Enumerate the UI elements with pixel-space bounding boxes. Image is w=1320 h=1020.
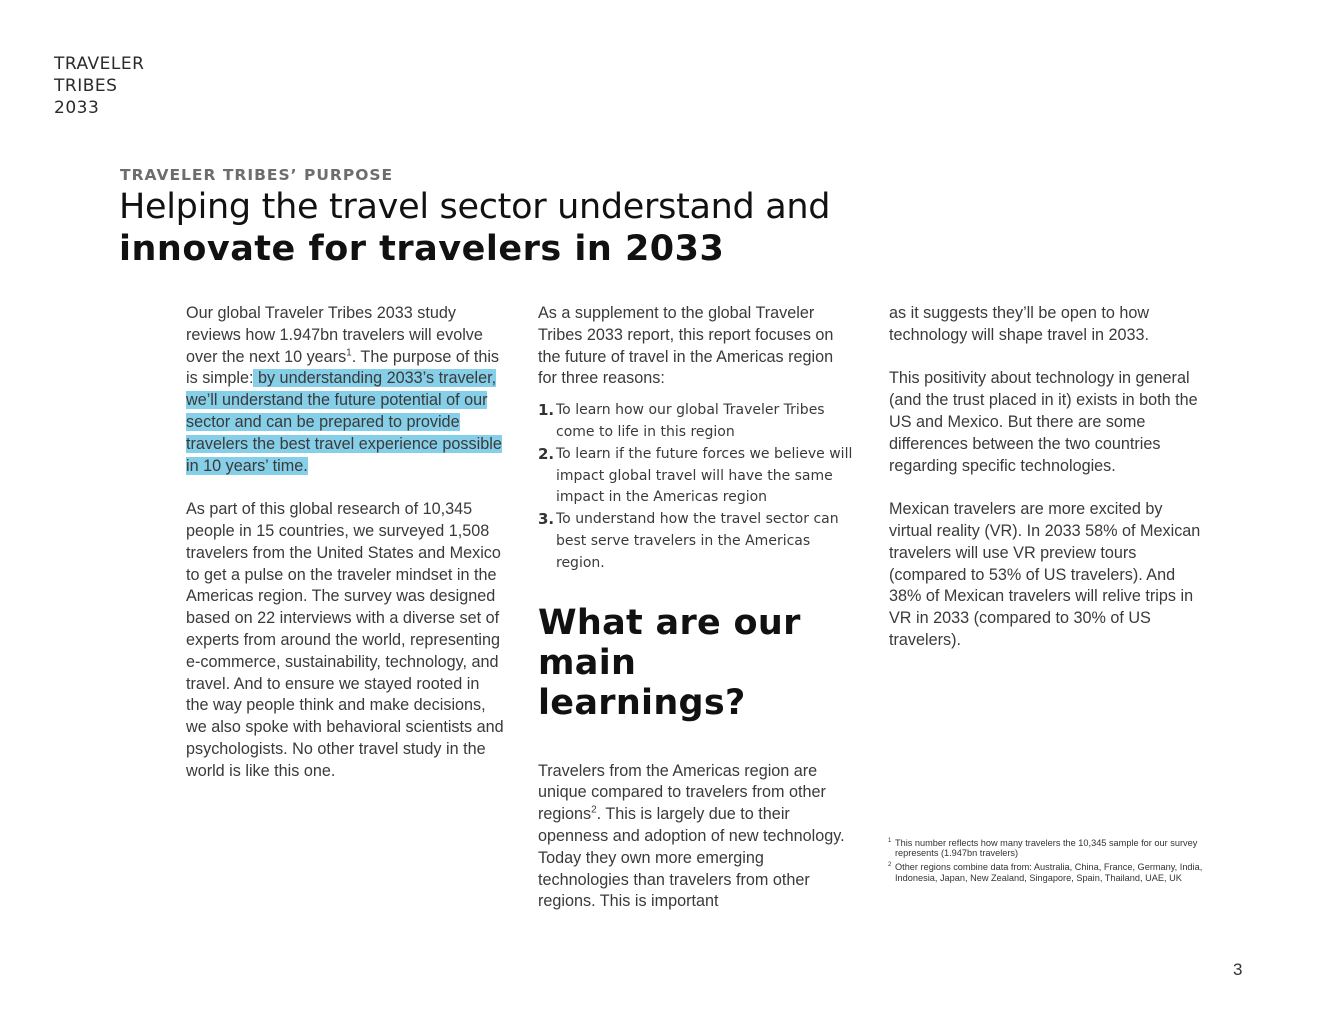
list-item [538,444,856,509]
brand-line: 2033 [54,98,100,118]
footnote [888,862,1208,882]
list-number: 3. [538,510,555,529]
footnote-mark: 2 [888,862,892,869]
list-text: To learn how our global Traveler Tribes come to life in this region [556,402,825,440]
paragraph-vr: Mexican travelers are more excited by virtual reality (VR). In 2033 58% of Mexican travelers will use VR preview tours (compared to 53% of US travelers). And 38% of Mexican travelers will relive trips in VR in 2033 (compared to 30% of US travelers). [889,500,1201,649]
section-eyebrow: TRAVELER TRIBES’ PURPOSE [120,166,394,184]
paragraph-learnings [538,761,856,914]
paragraph-purpose [186,303,506,477]
column-2 [538,303,856,935]
list-item [538,400,856,444]
section-subhead: What are our main learnings? [538,602,801,723]
footnote-ref: 2 [591,804,597,816]
footnotes [888,838,1208,887]
paragraph-positivity: This positivity about technology in general (and the trust placed in it) exists in both the US and Mexico. But there are some differences between the two countries regarding specific technologies. [889,369,1198,475]
paragraph-intro: As a supplement to the global Traveler Tribes 2033 report, this report focuses on the future of travel in the Americas region for three reasons: [538,304,834,388]
list-text: To learn if the future forces we believe will impact global travel will have the same impact in the Americas region [556,445,853,506]
page-title-light: Helping the travel sector understand and [119,187,831,227]
brand-line: TRIBES [54,76,118,96]
list-number: 2. [538,444,555,463]
footnote-text: Other regions combine data from: Australia, China, France, Germany, India, Indonesia, Japan, New Zealand, Singapore, Spain, Thailand, UAE, UK [895,862,1203,883]
page-title [119,186,1219,270]
paragraph-research: As part of this global research of 10,345 people in 15 countries, we surveyed 1,508 travelers from the United States and Mexico to get a pulse on the traveler mindset in the Americas region. The survey was designed based on 22 interviews with a diverse set of experts from around the world, representing e-commerce, sustainability, technology, and travel. And to ensure we stayed rooted in the way people think and make decisions, we also spoke with behavioral scientists and psychologists. No other travel study in the world is like this one. [186,500,504,780]
reasons-list [538,400,856,574]
highlighted-text[interactable]: by understanding 2033’s traveler, we’ll understand the future potential of our sector and can be prepared to provide travelers the best travel experience possible in 10 years’ time. [186,369,502,475]
text-span: Our global Traveler Tribes 2033 study reviews how 1.947bn travelers will evolve over the next 10 years [186,304,483,366]
footnote [888,838,1208,858]
column-1 [186,303,506,804]
text-span: Travelers from the Americas region are unique compared to travelers from other regions [538,761,826,824]
paragraph-continuation: as it suggests they’ll be open to how technology will shape travel in 2033. [889,304,1150,344]
text-span: . The purpose of this is simple: [186,347,500,388]
footnote-mark: 1 [888,838,892,844]
footnote-text: This number reflects how many travelers the 10,345 sample for our survey represents (1.947bn travelers) [895,838,1198,859]
list-number: 1. [538,401,555,420]
column-3 [889,303,1209,674]
brand-logo [54,53,144,119]
footnote-ref: 1 [346,347,352,359]
page-title-bold: innovate for travelers in 2033 [119,229,725,269]
page-number: 3 [1233,960,1243,979]
text-span: . This is largely due to their openness and adoption of new technology. Today they own more emerging technologies than travelers from other regions. This is important [538,805,845,911]
brand-line: TRAVELER [54,54,145,74]
list-item [538,509,856,574]
list-text: To understand how the travel sector can best serve travelers in the Americas region. [556,511,839,571]
